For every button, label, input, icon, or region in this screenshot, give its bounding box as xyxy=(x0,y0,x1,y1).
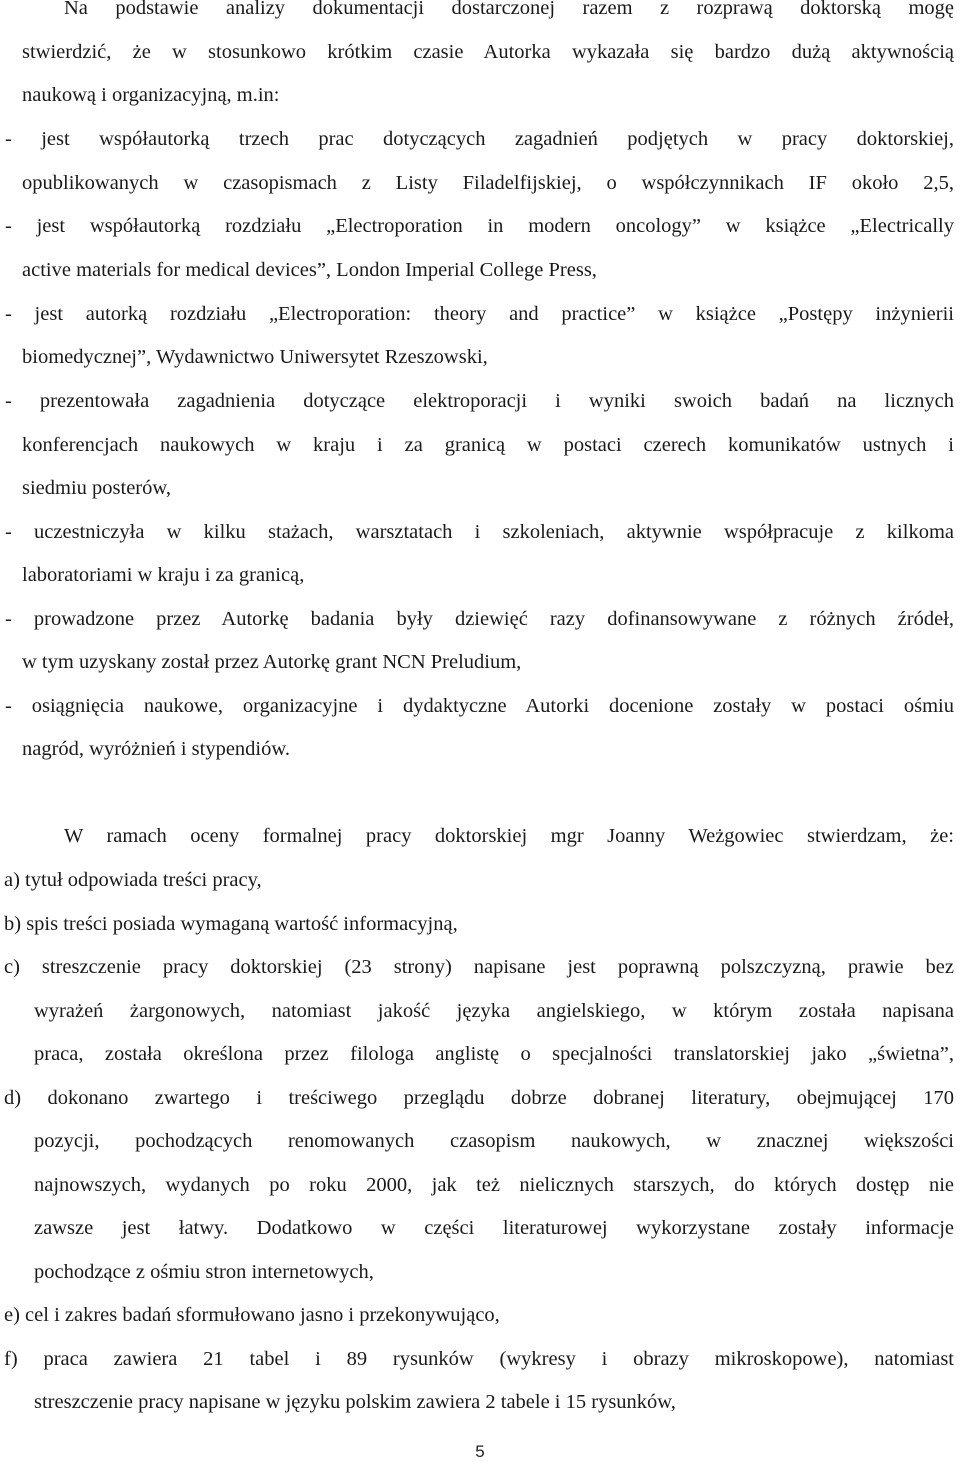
assessment-item: e) cel i zakres badań sformułowano jasno i przekonywująco, xyxy=(4,1304,500,1326)
list-item-continuation: laboratoriami w kraju i za granicą, xyxy=(22,564,305,586)
list-item: - jest autorką rozdziału „Electroporation: theory and practice” w książce „Postępy inżynierii xyxy=(5,303,954,325)
assessment-item-continuation: najnowszych, wydanych po roku 2000, jak też nielicznych starszych, do których dostęp nie xyxy=(34,1174,954,1196)
list-item-continuation: w tym uzyskany został przez Autorkę grant NCN Preludium, xyxy=(22,651,522,673)
assessment-item: d) dokonano zwartego i treściwego przeglądu dobrze dobranej literatury, obejmującej 170 xyxy=(4,1087,954,1109)
assessment-item: a) tytuł odpowiada treści pracy, xyxy=(4,869,262,891)
assessment-item: f) praca zawiera 21 tabel i 89 rysunków (wykresy i obrazy mikroskopowe), natomiast xyxy=(4,1348,954,1370)
list-item-continuation: active materials for medical devices”, London Imperial College Press, xyxy=(22,259,597,281)
list-item: - jest współautorką trzech prac dotyczących zagadnień podjętych w pracy doktorskiej, xyxy=(5,128,954,150)
assessment-intro: W ramach oceny formalnej pracy doktorskiej mgr Joanny Weżgowiec stwierdzam, że: xyxy=(64,825,954,847)
assessment-item-continuation: zawsze jest łatwy. Dodatkowo w części literaturowej wykorzystane zostały informacje xyxy=(34,1217,954,1239)
list-item-continuation: siedmiu posterów, xyxy=(22,477,171,499)
assessment-item-continuation: praca, została określona przez filologa anglistę o specjalności translatorskiej jako „świetna”, xyxy=(34,1043,954,1065)
list-item-continuation: konferencjach naukowych w kraju i za granicą w postaci czerech komunikatów ustnych i xyxy=(22,434,954,456)
assessment-item: c) streszczenie pracy doktorskiej (23 strony) napisane jest poprawną polszczyzną, prawie bez xyxy=(4,956,954,978)
assessment-item-continuation: pochodzące z ośmiu stron internetowych, xyxy=(34,1261,374,1283)
list-item-continuation: opublikowanych w czasopismach z Listy Filadelfijskiej, o współczynnikach IF około 2,5, xyxy=(22,172,954,194)
paragraph-line: naukową i organizacyjną, m.in: xyxy=(22,84,280,106)
list-item-continuation: biomedycznej”, Wydawnictwo Uniwersytet Rzeszowski, xyxy=(22,346,488,368)
paragraph-line: Na podstawie analizy dokumentacji dostarczonej razem z rozprawą doktorską mogę xyxy=(64,0,954,19)
assessment-item: b) spis treści posiada wymaganą wartość informacyjną, xyxy=(4,913,458,935)
list-item: - prowadzone przez Autorkę badania były dziewięć razy dofinansowywane z różnych źródeł, xyxy=(5,608,954,630)
paragraph-line: stwierdzić, że w stosunkowo krótkim czasie Autorka wykazała się bardzo dużą aktywnością xyxy=(22,41,954,63)
list-item-continuation: nagród, wyróżnień i stypendiów. xyxy=(22,738,290,760)
list-item: - osiągnięcia naukowe, organizacyjne i dydaktyczne Autorki docenione zostały w postaci ośmiu xyxy=(5,695,954,717)
list-item: - uczestniczyła w kilku stażach, warsztatach i szkoleniach, aktywnie współpracuje z kilkoma xyxy=(5,521,954,543)
assessment-item-continuation: pozycji, pochodzących renomowanych czasopism naukowych, w znacznej większości xyxy=(34,1130,954,1152)
list-item: - prezentowała zagadnienia dotyczące elektroporacji i wyniki swoich badań na licznych xyxy=(5,390,954,412)
assessment-item-continuation: wyrażeń żargonowych, natomiast jakość języka angielskiego, w którym została napisana xyxy=(34,1000,954,1022)
list-item: - jest współautorką rozdziału „Electroporation in modern oncology” w książce „Electrically xyxy=(5,215,954,237)
assessment-item-continuation: streszczenie pracy napisane w języku polskim zawiera 2 tabele i 15 rysunków, xyxy=(34,1391,676,1413)
page-number: 5 xyxy=(475,1442,485,1461)
